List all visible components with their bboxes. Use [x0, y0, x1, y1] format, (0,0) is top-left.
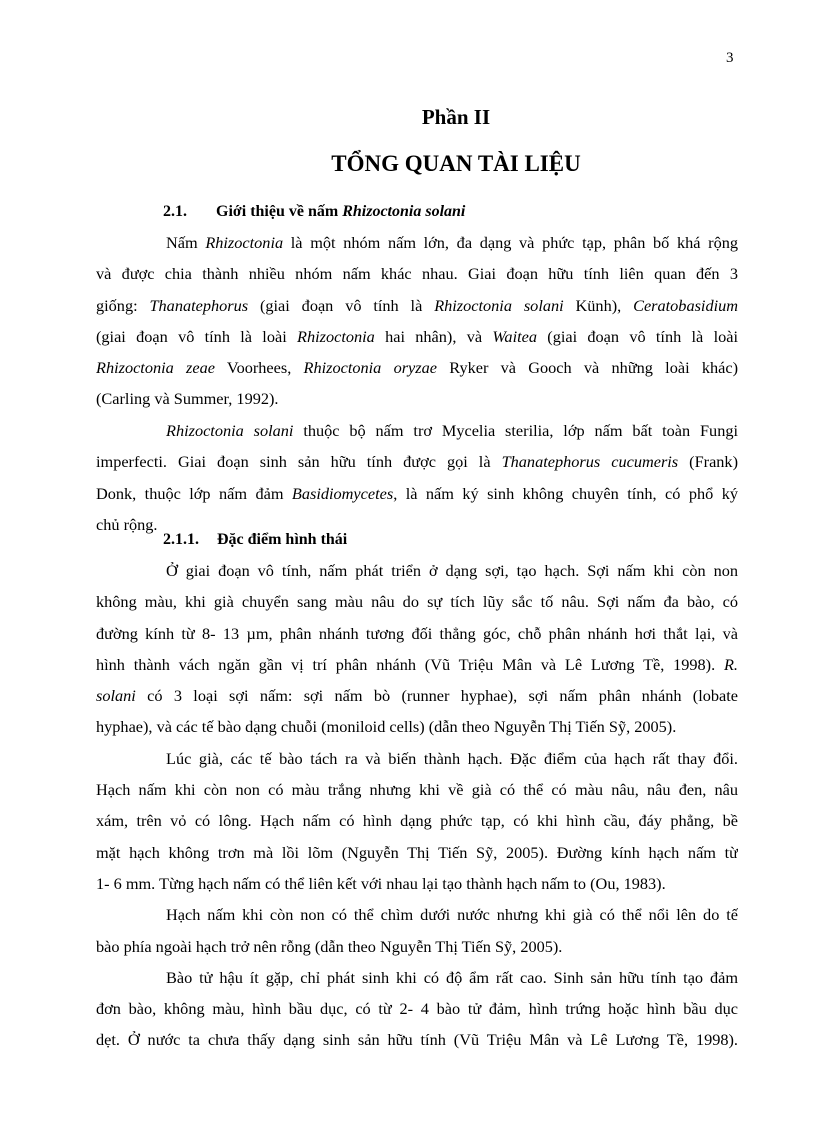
text-line: đơn bào, không màu, hình bầu dục, có từ 2- 4 bào tử đảm, hình trứng hoặc hình bầu dục [96, 999, 738, 1019]
section-title: Giới thiệu về nấm [216, 203, 343, 220]
page-number: 3 [726, 50, 734, 66]
text-line: hyphae), và các tế bào dạng chuỗi (moniloid cells) (dẫn theo Nguyễn Thị Tiến Sỹ, 2005). [96, 717, 677, 737]
section-number: 2.1.1. [163, 531, 199, 548]
text-line: đường kính từ 8- 13 µm, phân nhánh tương đối thẳng góc, chỗ phân nhánh hơi thắt lại, và [96, 623, 738, 643]
paragraph-intro [96, 227, 738, 415]
text-line: Hạch nấm khi còn non có màu trắng nhưng khi về già có thể có màu nâu, nâu đen, nâu [96, 780, 738, 800]
text-line: Nấm Rhizoctonia là một nhóm nấm lớn, đa dạng và phức tạp, phân bố khá rộng [166, 233, 738, 252]
text-line: Donk, thuộc lớp nấm đảm Basidiomycetes, là nấm ký sinh không chuyên tính, có phổ ký [96, 483, 738, 503]
text-line: (giai đoạn vô tính là loài Rhizoctonia hai nhân), và Waitea (giai đoạn vô tính là loài [96, 326, 738, 346]
text-line: xám, trên vỏ có lông. Hạch nấm có hình dạng phức tạp, có khi hình cầu, đáy phẳng, bề [96, 811, 738, 831]
section-title: Đặc điểm hình thái [217, 531, 348, 548]
text-line: imperfecti. Giai đoạn sinh sản hữu tính được gọi là Thanatephorus cucumeris (Frank) [96, 452, 738, 472]
text-line: dẹt. Ở nước ta chưa thấy dạng sinh sản hữu tính (Vũ Triệu Mân và Lê Lương Tề, 1998). [96, 1030, 738, 1050]
text-line: (Carling và Summer, 1992). [96, 389, 279, 409]
text-line: chủ rộng. [96, 514, 158, 534]
paragraph-classification [96, 415, 738, 540]
text-line: solani có 3 loại sợi nấm: sợi nấm bò (runner hyphae), sợi nấm phân nhánh (lobate [96, 686, 738, 706]
text-line: Hạch nấm khi còn non có thể chìm dưới nước nhưng khi già có thể nổi lên do tế [166, 905, 738, 925]
text-line: hình thành vách ngăn gần vị trí phân nhánh (Vũ Triệu Mân và Lê Lương Tề, 1998). R. [96, 654, 738, 674]
section-heading-2-1 [163, 201, 465, 223]
text-line: bào phía ngoài hạch trở nên rỗng (dẫn theo Nguyễn Thị Tiến Sỹ, 2005). [96, 936, 563, 956]
text-line: 1- 6 mm. Từng hạch nấm có thể liên kết với nhau lại tạo thành hạch nấm to (Ou, 1983). [96, 873, 666, 893]
part-title: Phần II [421, 105, 491, 129]
text-line: giống: Thanatephorus (giai đoạn vô tính là Rhizoctonia solani Künh), Ceratobasidium [96, 295, 738, 315]
text-line: Rhizoctonia solani thuộc bộ nấm trơ Mycelia sterilia, lớp nấm bất toàn Fungi [166, 421, 738, 440]
text-line: Ở giai đoạn vô tính, nấm phát triển ở dạng sợi, tạo hạch. Sợi nấm khi còn non [166, 561, 738, 580]
document-title: TỔNG QUAN TÀI LIỆU [331, 151, 581, 176]
text-line: và được chia thành nhiều nhóm nấm khác nhau. Giai đoạn hữu tính liên quan đến 3 [96, 264, 738, 284]
text-line: Lúc già, các tế bào tách ra và biến thành hạch. Đặc điểm của hạch rất thay đổi. [166, 748, 738, 768]
paragraph-morphology [96, 555, 738, 1056]
text-line: Bào tử hậu ít gặp, chỉ phát sinh khi có độ ẩm rất cao. Sinh sản hữu tính tạo đảm [166, 967, 738, 987]
text-line: mặt hạch không trơn mà lồi lõm (Nguyễn Thị Tiến Sỹ, 2005). Đường kính hạch nấm từ [96, 842, 738, 862]
text-line: Rhizoctonia zeae Voorhees, Rhizoctonia oryzae Ryker và Gooch và những loài khác) [96, 358, 738, 378]
text-line: không màu, khi già chuyển sang màu nâu do sự tích lũy sắc tố nâu. Sợi nấm đa bào, có [96, 592, 738, 612]
section-title-species: Rhizoctonia solani [342, 203, 466, 220]
section-number: 2.1. [163, 203, 187, 220]
section-heading-2-1-1 [163, 529, 347, 551]
